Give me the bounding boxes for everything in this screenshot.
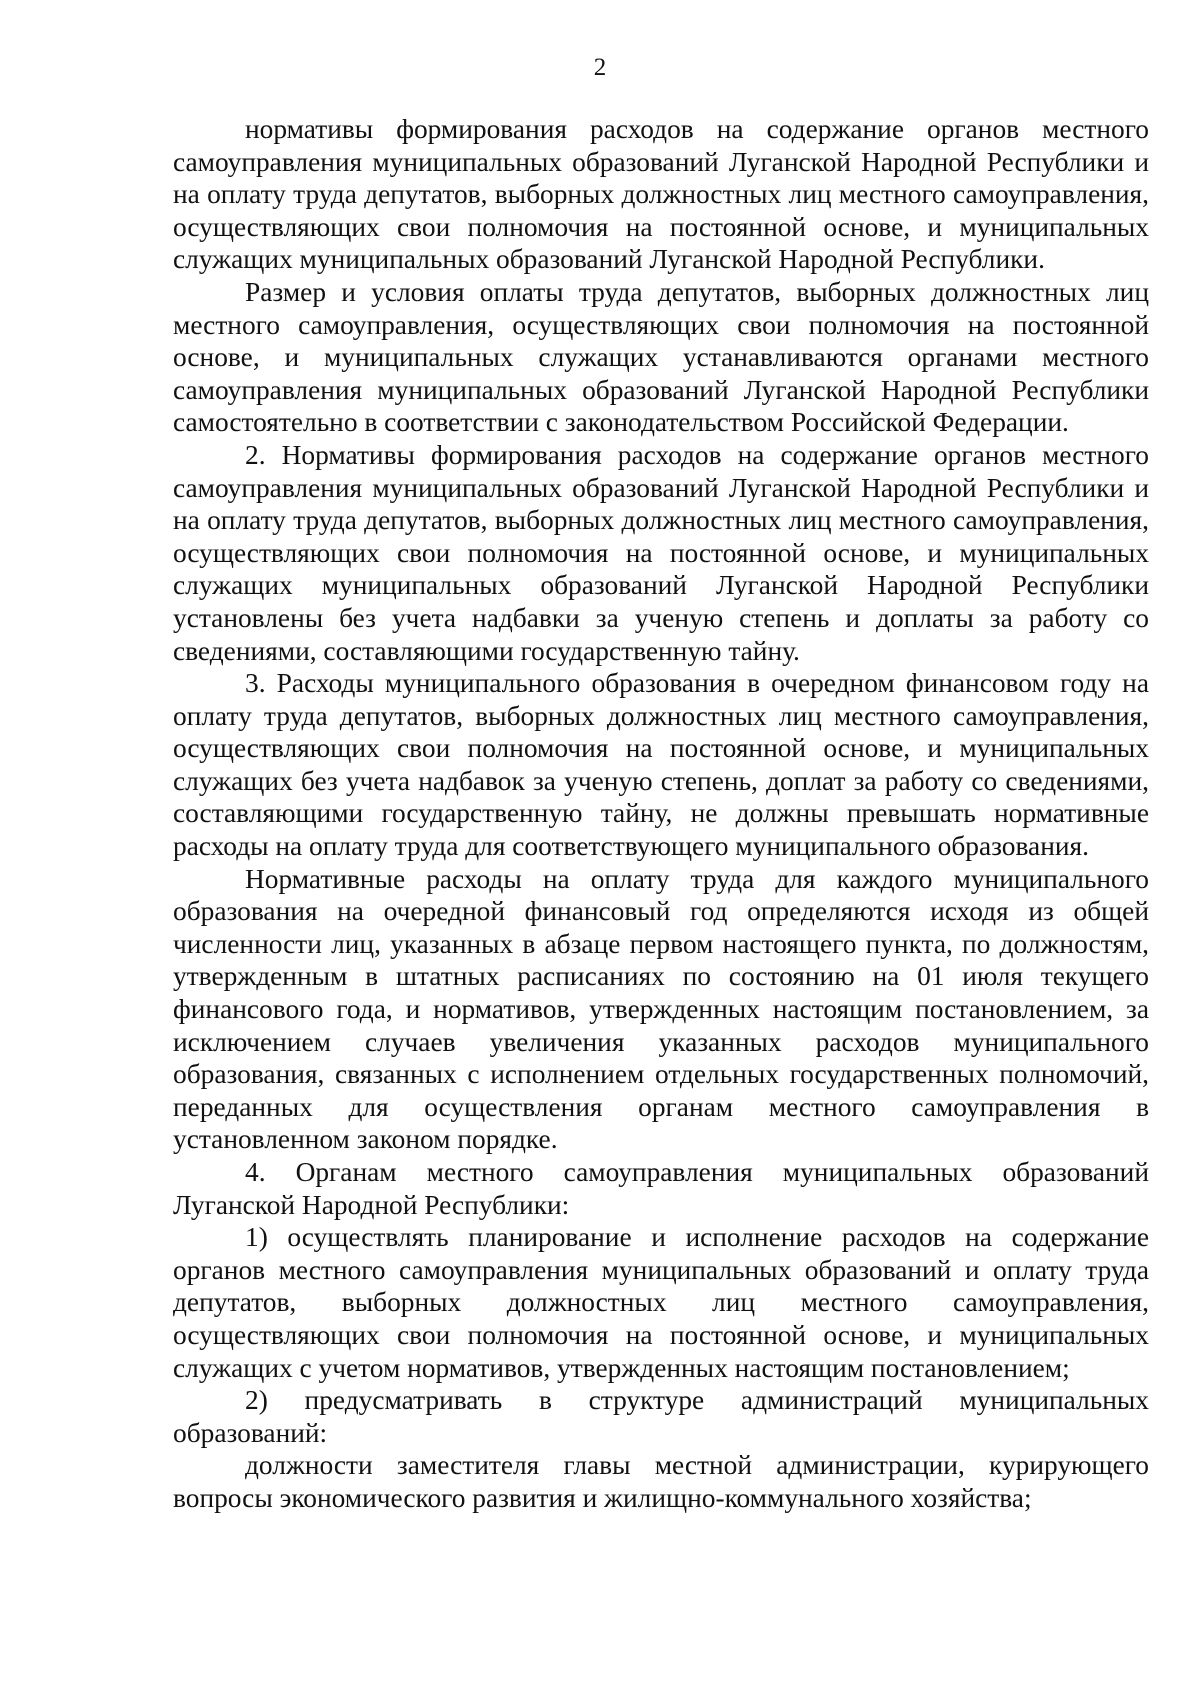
paragraph-item-4-1: 1) осуществлять планирование и исполнение расходов на содержание органов местного самоуправления муниципальных образований и оплату труда депутатов, выборных должностных лиц местного самоуправления, осуществляющих свои полномочия на постоянной основе, и муниципальных служащих с учетом нормативов, утвержденных настоящим постановлением; bbox=[173, 1222, 1149, 1383]
paragraph-salary-size-conditions: Размер и условия оплаты труда депутатов, выборных должностных лиц местного самоуправления, осуществляющих свои полномочия на постоянной основе, и муниципальных служащих устанавливаются органами местного самоуправления муниципальных образований Луганской Народной Республики самостоятельно в соответствии с законодательством Российской Федерации. bbox=[173, 276, 1149, 438]
page-number: 2 bbox=[593, 54, 607, 81]
paragraph-item-3-normative-expenses: Нормативные расходы на оплату труда для каждого муниципального образования на очередной финансовый год определяются исходя из общей численности лиц, указанных в абзаце первом настоящего пункта, по должностям, утвержденным в штатных расписаниях по состоянию на 01 июля текущего финансового года, и нормативов, утвержденных настоящим постановлением, за исключением случаев увеличения указанных расходов муниципального образования, связанных с исполнением отдельных государственных полномочий, переданных для осуществления органам местного самоуправления в установленном законом порядке. bbox=[173, 863, 1149, 1155]
paragraph-item-3: 3. Расходы муниципального образования в очередном финансовом году на оплату труда депутатов, выборных должностных лиц местного самоуправления, осуществляющих свои полномочия на постоянной основе, и муниципальных служащих без учета надбавок за ученую степень, доплат за работу со сведениями, составляющими государственную тайну, не должны превышать нормативные расходы на оплату труда для соответствующего муниципального образования. bbox=[173, 668, 1149, 862]
document-body bbox=[173, 113, 1149, 1515]
paragraph-item-2: 2. Нормативы формирования расходов на содержание органов местного самоуправления муниципальных образований Луганской Народной Республики и на оплату труда депутатов, выборных должностных лиц местного самоуправления, осуществляющих свои полномочия на постоянной основе, и муниципальных служащих муниципальных образований Луганской Народной Республики установлены без учета надбавки за ученую степень и доплаты за работу со сведениями, составляющими государственную тайну. bbox=[173, 439, 1149, 666]
paragraph-norms-continuation: нормативы формирования расходов на содержание органов местного самоуправления муниципальных образований Луганской Народной Республики и на оплату труда депутатов, выборных должностных лиц местного самоуправления, осуществляющих свои полномочия на постоянной основе, и муниципальных служащих муниципальных образований Луганской Народной Республики. bbox=[173, 114, 1149, 275]
paragraph-item-4-2: 2) предусматривать в структуре администраций муниципальных образований: bbox=[173, 1385, 1149, 1448]
paragraph-item-4-2-deputy-head: должности заместителя главы местной администрации, курирующего вопросы экономического развития и жилищно-коммунального хозяйства; bbox=[173, 1450, 1149, 1513]
paragraph-item-4: 4. Органам местного самоуправления муниципальных образований Луганской Народной Республики: bbox=[173, 1157, 1149, 1220]
